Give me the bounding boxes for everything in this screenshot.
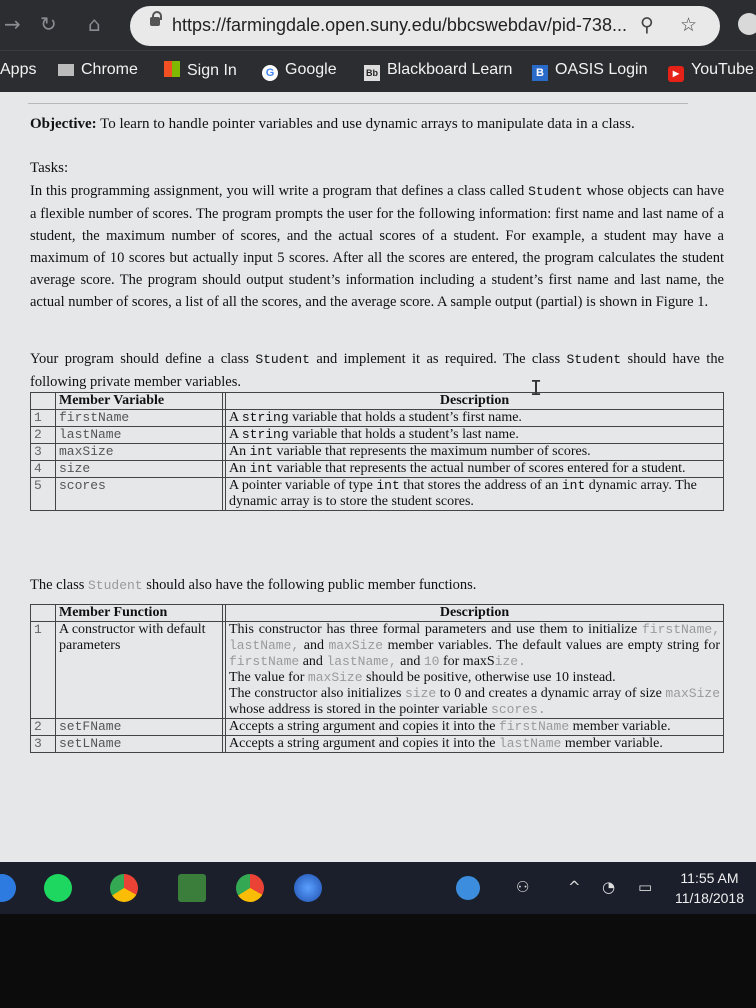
table-header [31, 393, 724, 410]
browser-toolbar [0, 0, 756, 50]
table-row: 2 lastName A string variable that holds a student’s last name. [31, 427, 724, 444]
bookmark-chrome[interactable]: Chrome [58, 61, 138, 79]
home-icon[interactable]: ⌂ [88, 12, 101, 36]
members-intro: Your program should define a class Student and implement it as required. The class Student should have the following private member variables. [30, 351, 725, 390]
functions-intro: The class Student should also have the following public member functions. [30, 577, 477, 593]
table-row: 3 setLName Accepts a string argument and copies it into the lastName member variable. [31, 736, 724, 753]
microsoft-icon [164, 61, 180, 77]
bookmark-star-icon[interactable]: ☆ [680, 14, 698, 36]
lock-icon [150, 17, 160, 26]
header-member-variable: Member Variable [56, 393, 223, 410]
clock[interactable] [675, 868, 744, 908]
edge-icon[interactable] [0, 874, 16, 902]
member-variables-table [30, 392, 724, 511]
tasks-paragraph: In this programming assignment, you will write a program that defines a class called Student whose objects can have a flexible number of scores. The program prompts the user for the following information: first name and last name of a student, the maximum number of scores, and the actual scores of a student. For example, a student may have a maximum of 10 scores but actually input 5 scores. After all the scores are entered, the program calculates the student average score. The program should output student’s information including a student’s first name and last name, the actual number of scores, a list of all the scores, and the average score. A sample output (partial) is shown in Figure 1. [30, 183, 725, 310]
bookmark-sign-in[interactable]: Sign In [164, 61, 237, 80]
divider [28, 103, 688, 104]
header-member-function: Member Function [56, 605, 223, 622]
clock-time: 11:55 AM [680, 870, 739, 886]
document-page [0, 92, 756, 862]
member-functions-table [30, 604, 724, 753]
forward-icon[interactable]: → [4, 12, 21, 36]
chrome-icon[interactable] [236, 874, 264, 902]
chrome-icon[interactable] [110, 874, 138, 902]
screen-bezel [0, 914, 756, 1008]
people-icon[interactable]: ⚇ [516, 878, 530, 896]
table-row: 3 maxSize An int variable that represents the maximum number of scores. [31, 444, 724, 461]
blackboard-icon: Bb [364, 65, 380, 81]
folder-icon [58, 64, 74, 76]
globe-icon[interactable] [294, 874, 322, 902]
taskbar [0, 862, 756, 914]
bookmark-apps[interactable]: Apps [0, 61, 37, 78]
bookmarks-bar [0, 50, 756, 93]
tasks-heading: Tasks: [30, 160, 69, 176]
header-description: Description [226, 393, 724, 410]
text-cursor-icon: I [530, 376, 543, 400]
objective-text: To learn to handle pointer variables and use dynamic arrays to manipulate data in a class. [96, 116, 635, 132]
table-row: 5 scores A pointer variable of type int that stores the address of an int dynamic array. The dynamic array is to store the student scores. [31, 478, 724, 511]
battery-icon[interactable]: ▭ [638, 878, 653, 896]
objective [30, 116, 635, 133]
url-text: https://farmingdale.open.suny.edu/bbcswebdav/pid-738... [172, 15, 627, 35]
wifi-icon[interactable]: ◔ [602, 878, 616, 896]
table-row: 2 setFName Accepts a string argument and copies it into the firstName member variable. [31, 719, 724, 736]
bookmark-oasis[interactable]: B OASIS Login [532, 61, 648, 81]
table-row: 1 A constructor with default parameters This constructor has three formal parameters and use them to initialize firstName, lastName, and maxSize member variables. The default values are empty string for firstName and lastName, and 10 for maxSize. The value for maxSize should be positive, otherwise use 10 instead. The constructor also initializes size to 0 and creates a dynamic array of size maxSize whose address is stored in the pointer variable scores. [31, 622, 724, 719]
header-description: Description [226, 605, 724, 622]
table-row: 4 size An int variable that represents the actual number of scores entered for a student. [31, 461, 724, 478]
bookmark-youtube[interactable]: ▶ YouTube [668, 61, 754, 82]
bookmark-blackboard[interactable]: Bb Blackboard Learn [364, 61, 512, 81]
reload-icon[interactable]: ↻ [40, 12, 57, 36]
spotify-icon[interactable] [44, 874, 72, 902]
google-icon: G [262, 65, 278, 81]
oasis-icon: B [532, 65, 548, 81]
app-icon[interactable] [178, 874, 206, 902]
table-header [31, 605, 724, 622]
bookmark-google[interactable]: G Google [262, 61, 337, 81]
youtube-icon: ▶ [668, 66, 684, 82]
clock-date: 11/18/2018 [674, 890, 744, 906]
objective-label: Objective: [30, 116, 97, 132]
address-bar[interactable] [130, 6, 720, 46]
table-row: 1 firstName A string variable that holds a student’s first name. [31, 410, 724, 427]
help-icon[interactable] [456, 876, 480, 900]
profile-avatar[interactable] [738, 13, 756, 35]
search-icon[interactable]: ⚲ [640, 14, 654, 36]
chevron-up-icon[interactable]: ^ [568, 878, 581, 896]
